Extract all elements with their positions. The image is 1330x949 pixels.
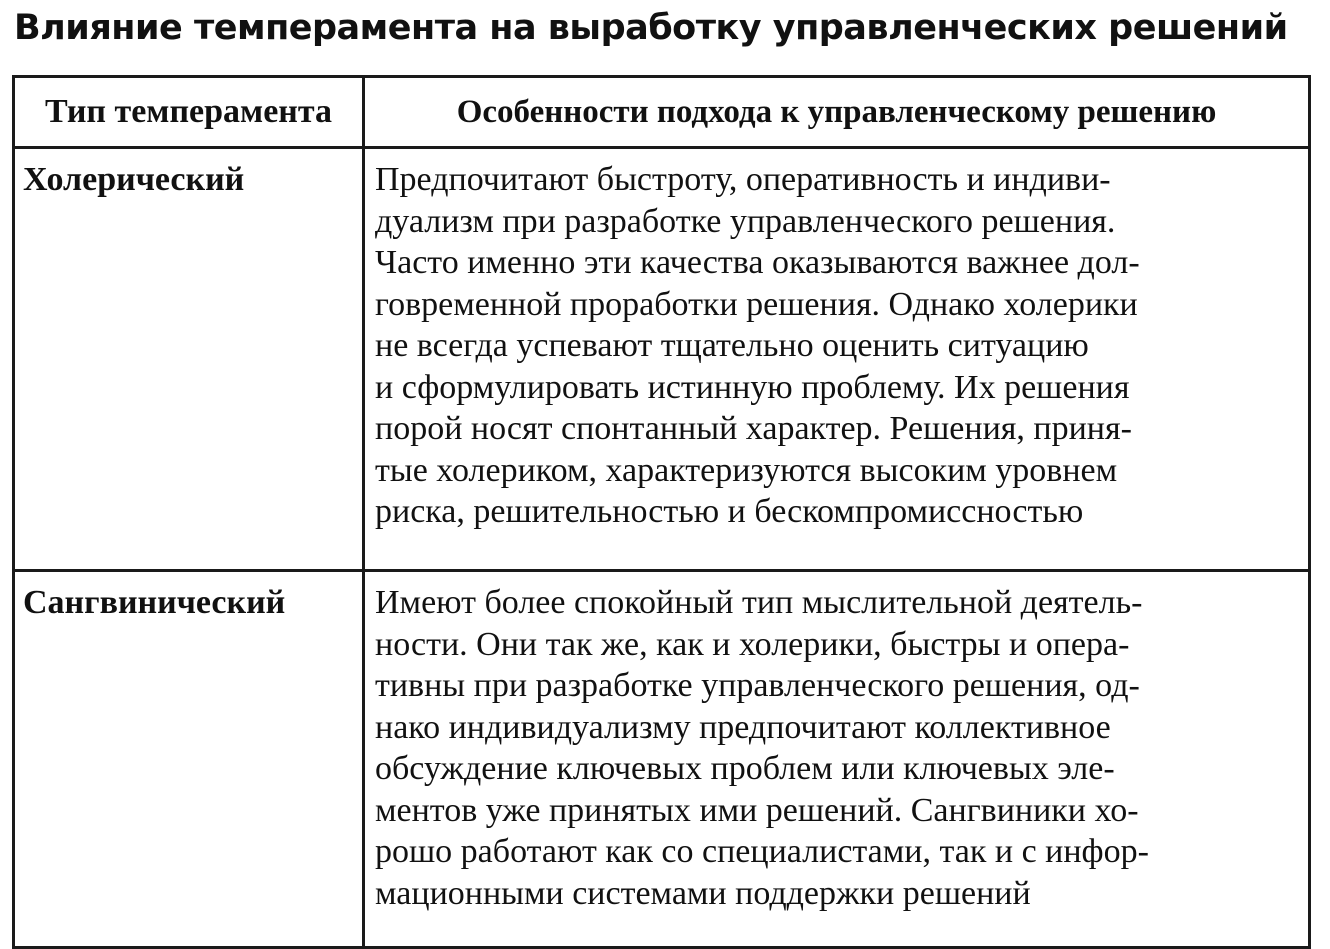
- table-row: [14, 148, 1310, 571]
- text-line: рошо работают как со специалистами, так и с инфор-: [375, 833, 1149, 870]
- approach-description-cell: [364, 148, 1310, 571]
- table-row: [14, 571, 1310, 948]
- text-line: не всегда успевают тщательно оценить ситуацию: [375, 327, 1089, 364]
- text-line: и сформулировать истинную проблему. Их решения: [375, 368, 1130, 406]
- text-line: тые холериком, характеризуются высоким уровнем: [375, 451, 1118, 489]
- text-line: нако индивидуализму предпочитают коллективное: [375, 708, 1111, 746]
- text-line: ментов уже принятых ими решений. Сангвиники хо-: [375, 791, 1139, 829]
- header-temperament-type: Тип темперамента: [14, 77, 364, 148]
- text-line: Имеют более спокойный тип мыслительной деятель-: [375, 584, 1143, 621]
- text-line: мационными системами поддержки решений: [375, 874, 1031, 912]
- table-header-row: [14, 77, 1310, 148]
- text-line: дуализм при разработке управленческого решения.: [375, 202, 1116, 240]
- temperament-type-cell: Сангвинический: [14, 571, 364, 948]
- text-line: ности. Они так же, как и холерики, быстры и опера-: [375, 625, 1130, 663]
- approach-description-cell: [364, 571, 1310, 948]
- text-line: порой носят спонтанный характер. Решения, приня-: [375, 410, 1132, 447]
- text-line: тивны при разработке управленческого решения, од-: [375, 667, 1140, 704]
- header-approach-features: Особенности подхода к управленческому решению: [364, 77, 1310, 148]
- text-line: Часто именно эти качества оказываются важнее дол-: [375, 244, 1140, 281]
- text-line: говременной проработки решения. Однако холерики: [375, 285, 1138, 323]
- text-line: Предпочитают быстроту, оперативность и индиви-: [375, 161, 1111, 198]
- text-line: обсуждение ключевых проблем или ключевых эле-: [375, 750, 1115, 787]
- page-title: Влияние темперамента на выработку управленческих решений: [14, 8, 1288, 48]
- temperament-type-cell: Холерический: [14, 148, 364, 571]
- temperament-table: [12, 75, 1311, 949]
- text-line: риска, решительностью и бескомпромиссностью: [375, 493, 1084, 530]
